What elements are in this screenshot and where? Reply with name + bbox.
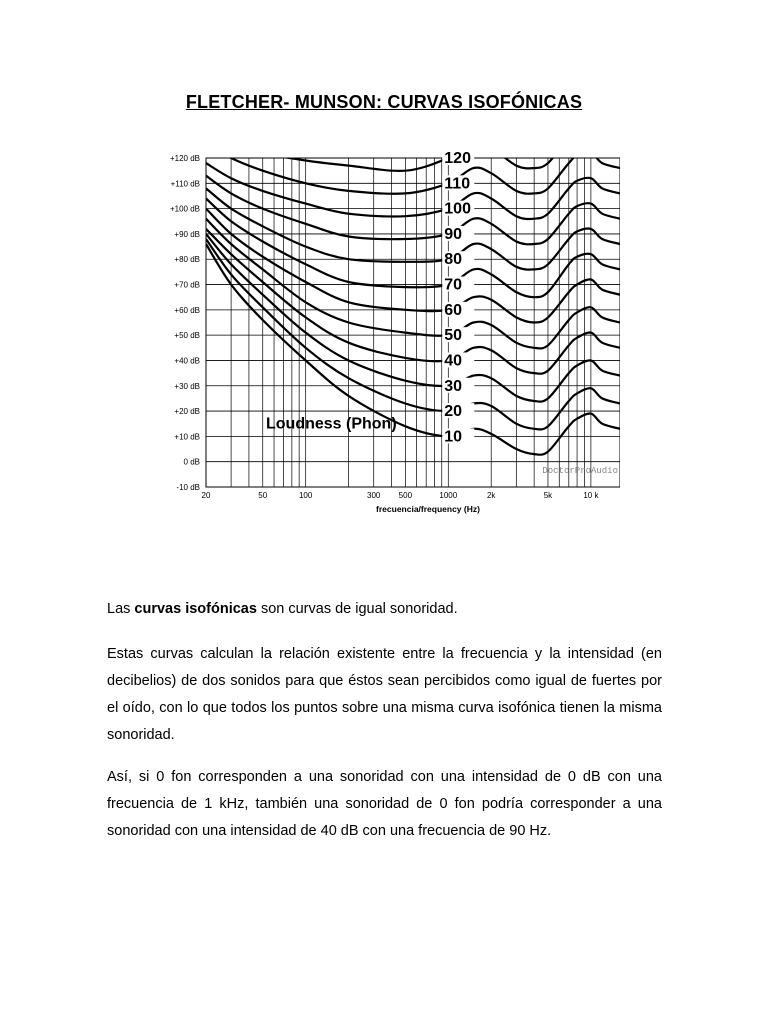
y-tick-label: 0 dB — [183, 457, 200, 467]
series-label-90: 90 — [444, 225, 463, 243]
x-tick-label: 1000 — [439, 491, 458, 500]
y-tick-label: +110 dB — [170, 179, 200, 189]
y-tick-label: +50 dB — [174, 331, 200, 341]
x-tick-label: 100 — [298, 491, 313, 500]
y-tick-label: +30 dB — [174, 381, 200, 391]
y-tick-label: +40 dB — [174, 356, 200, 366]
curve-120-phon — [206, 150, 620, 171]
y-tick-label: +120 dB — [169, 154, 200, 163]
curve-40-phon — [206, 229, 620, 374]
curve-70-phon — [206, 199, 620, 298]
series-label-30: 30 — [444, 377, 463, 395]
series-label-110: 110 — [444, 175, 471, 193]
example-text: Así, si 0 fon corresponden a una sonoridad con una intensidad de 0 dB con una frecuencia de 1 kHz, también una sonoridad de 0 fon podría corresponder a una sonoridad con una intensidad de 40 dB con una frecuencia de 90 Hz. — [107, 769, 662, 839]
series-label-20: 20 — [444, 403, 463, 421]
curve-60-phon — [206, 209, 620, 323]
equal-loudness-chart — [150, 150, 620, 520]
loudness-annotation: Loudness (Phon) — [266, 415, 397, 433]
series-label-70: 70 — [444, 276, 463, 294]
page-title: FLETCHER- MUNSON: CURVAS ISOFÓNICAS — [185, 92, 583, 112]
series-label-40: 40 — [444, 352, 463, 370]
chart-curves — [206, 150, 620, 455]
series-label-120: 120 — [444, 150, 471, 167]
y-tick-label: +100 dB — [169, 204, 200, 214]
x-tick-label: 500 — [398, 491, 413, 500]
y-tick-label: +20 dB — [174, 407, 200, 417]
y-tick-label: +90 dB — [174, 229, 200, 239]
intro-text-post: son curvas de igual sonoridad. — [256, 601, 458, 617]
curve-110-phon — [206, 150, 620, 194]
chart-y-ticks — [170, 154, 200, 492]
watermark-annotation: DoctorProAudio — [542, 466, 618, 476]
paragraph-example — [107, 764, 662, 845]
plot-frame — [206, 158, 620, 487]
series-label-100: 100 — [444, 200, 471, 218]
x-tick-label: 5k — [543, 491, 553, 500]
paragraph-definition — [107, 641, 662, 749]
paragraph-intro — [107, 596, 662, 623]
chart-x-ticks — [202, 491, 600, 500]
series-label-50: 50 — [444, 327, 463, 345]
x-axis-label: frecuencia/frequency (Hz) — [376, 504, 480, 514]
series-label-80: 80 — [444, 251, 463, 269]
series-label-10: 10 — [444, 428, 463, 446]
y-tick-label: +60 dB — [174, 305, 200, 315]
y-tick-label: +10 dB — [174, 432, 200, 442]
chart-grid — [206, 158, 620, 487]
intro-text-pre: Las — [107, 601, 135, 617]
y-tick-label: -10 dB — [176, 483, 200, 492]
x-tick-label: 2k — [486, 491, 496, 500]
intro-text-bold: curvas isofónicas — [134, 601, 257, 617]
y-tick-label: +70 dB — [174, 280, 200, 290]
x-tick-label: 300 — [367, 491, 381, 500]
series-label-60: 60 — [444, 301, 463, 319]
x-tick-label: 10 k — [583, 491, 599, 500]
x-tick-label: 20 — [201, 491, 211, 500]
definition-text: Estas curvas calculan la relación existente entre la frecuencia y la intensidad (en decibelios) de dos sonidos para que éstos sean percibidos como igual de fuertes por el oído, con lo que todos los puntos sobre una misma curva isofónica tienen la misma sonoridad. — [107, 646, 662, 743]
x-tick-label: 50 — [258, 491, 268, 500]
y-tick-label: +80 dB — [174, 255, 200, 265]
